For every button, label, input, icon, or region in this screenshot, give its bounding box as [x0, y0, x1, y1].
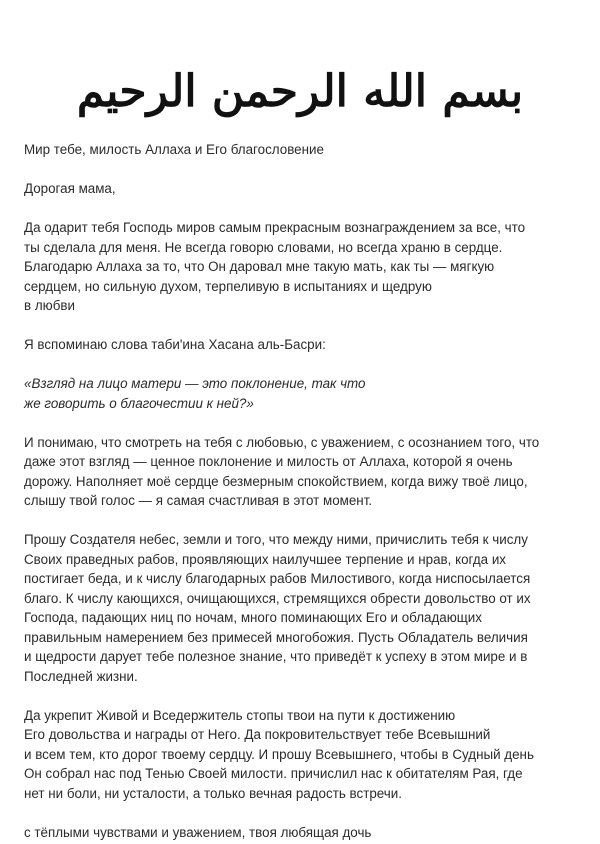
text-line: Прошу Создателя небес, земли и того, что между ними, причислить тебя к числу: [24, 532, 528, 547]
spacer: [24, 511, 584, 531]
letter-body: [24, 140, 584, 842]
spacer: [24, 803, 584, 823]
quote: [24, 374, 584, 413]
text-line: И понимаю, что смотреть на тебя с любовью, с уважением, с осознанием того, что: [24, 434, 540, 450]
text-line: Да укрепит Живой и Вседержитель стопы твои на пути к достижению: [24, 707, 456, 723]
greeting: Мир тебе, милость Аллаха и Его благословение: [24, 142, 324, 157]
text-line: Своих праведных рабов, проявляющих наилучшее терпение и нрав, когда их: [24, 551, 506, 567]
spacer: [24, 413, 584, 433]
text-line: даже этот взгляд — ценное поклонение и милость от Аллаха, которой я очень: [24, 454, 513, 469]
text-line: ты сделала для меня. Не всегда говорю словами, но всегда храню в сердце.: [24, 239, 503, 255]
paragraph-gratitude: [24, 218, 584, 316]
text-line: Последней жизни.: [24, 668, 138, 684]
closing-signature: с тёплыми чувствами и уважением, твоя любящая дочь: [24, 824, 372, 840]
text-line: в любви: [24, 298, 75, 313]
text-line: дорожу. Наполняет моё сердце безмерным спокойствием, когда вижу твоё лицо,: [24, 473, 528, 489]
paragraph-blessing: [24, 706, 584, 804]
text-line: и щедрости дарует тебе полезное знание, что приведёт к успеху в этом мире и в: [24, 649, 528, 664]
quote-intro: Я вспоминаю слова таби'ина Хасана аль-Басри:: [24, 337, 326, 352]
spacer: [24, 199, 584, 219]
text-line: и всем тем, кто дорог твоему сердцу. И прошу Всевышнего, чтобы в Судный день: [24, 746, 534, 762]
spacer: [24, 355, 584, 375]
text-line: благо. К числу кающихся, очищающихся, стремящихся обрести довольство от их: [24, 590, 531, 606]
text-line: слышу твой голос — я самая счастливая в этот момент.: [24, 493, 373, 508]
basmala-heading: بسم الله الرحمن الرحيم: [76, 66, 524, 117]
quote-line: «Взгляд на лицо матери — это поклонение, так что: [24, 376, 366, 391]
text-line: Благодарю Аллаха за то, что Он даровал мне такую мать, как ты — мягкую: [24, 259, 495, 274]
text-line: правильным намерением без примесей многобожия. Пусть Обладатель величия: [24, 629, 528, 645]
paragraph-prayer: [24, 530, 584, 686]
spacer: [24, 686, 584, 706]
text-line: Да одарит тебя Господь миров самым прекрасным вознаграждением за все, что: [24, 220, 526, 235]
text-line: Его довольства и награды от Него. Да покровительствует тебе Всевышний: [24, 727, 491, 742]
text-line: сердцем, но сильную духом, терпеливую в испытаниях и щедрую: [24, 278, 432, 294]
spacer: [24, 316, 584, 336]
quote-line: же говорить о благочестии к ней?»: [24, 395, 254, 411]
salutation: Дорогая мама,: [24, 181, 116, 196]
text-line: Господа, падающих ниц по ночам, много поминающих Его и обладающих: [24, 610, 482, 625]
spacer: [24, 160, 584, 180]
text-line: Он собрал нас под Тенью Своей милости. причислил нас к обитателям Рая, где: [24, 766, 523, 781]
text-line: нет ни боли, ни усталости, а только вечная радость встречи.: [24, 785, 402, 801]
text-line: постигает беда, и к числу благодарных рабов Милостивого, когда ниспосылается: [24, 571, 531, 586]
paragraph-understanding: [24, 433, 584, 511]
